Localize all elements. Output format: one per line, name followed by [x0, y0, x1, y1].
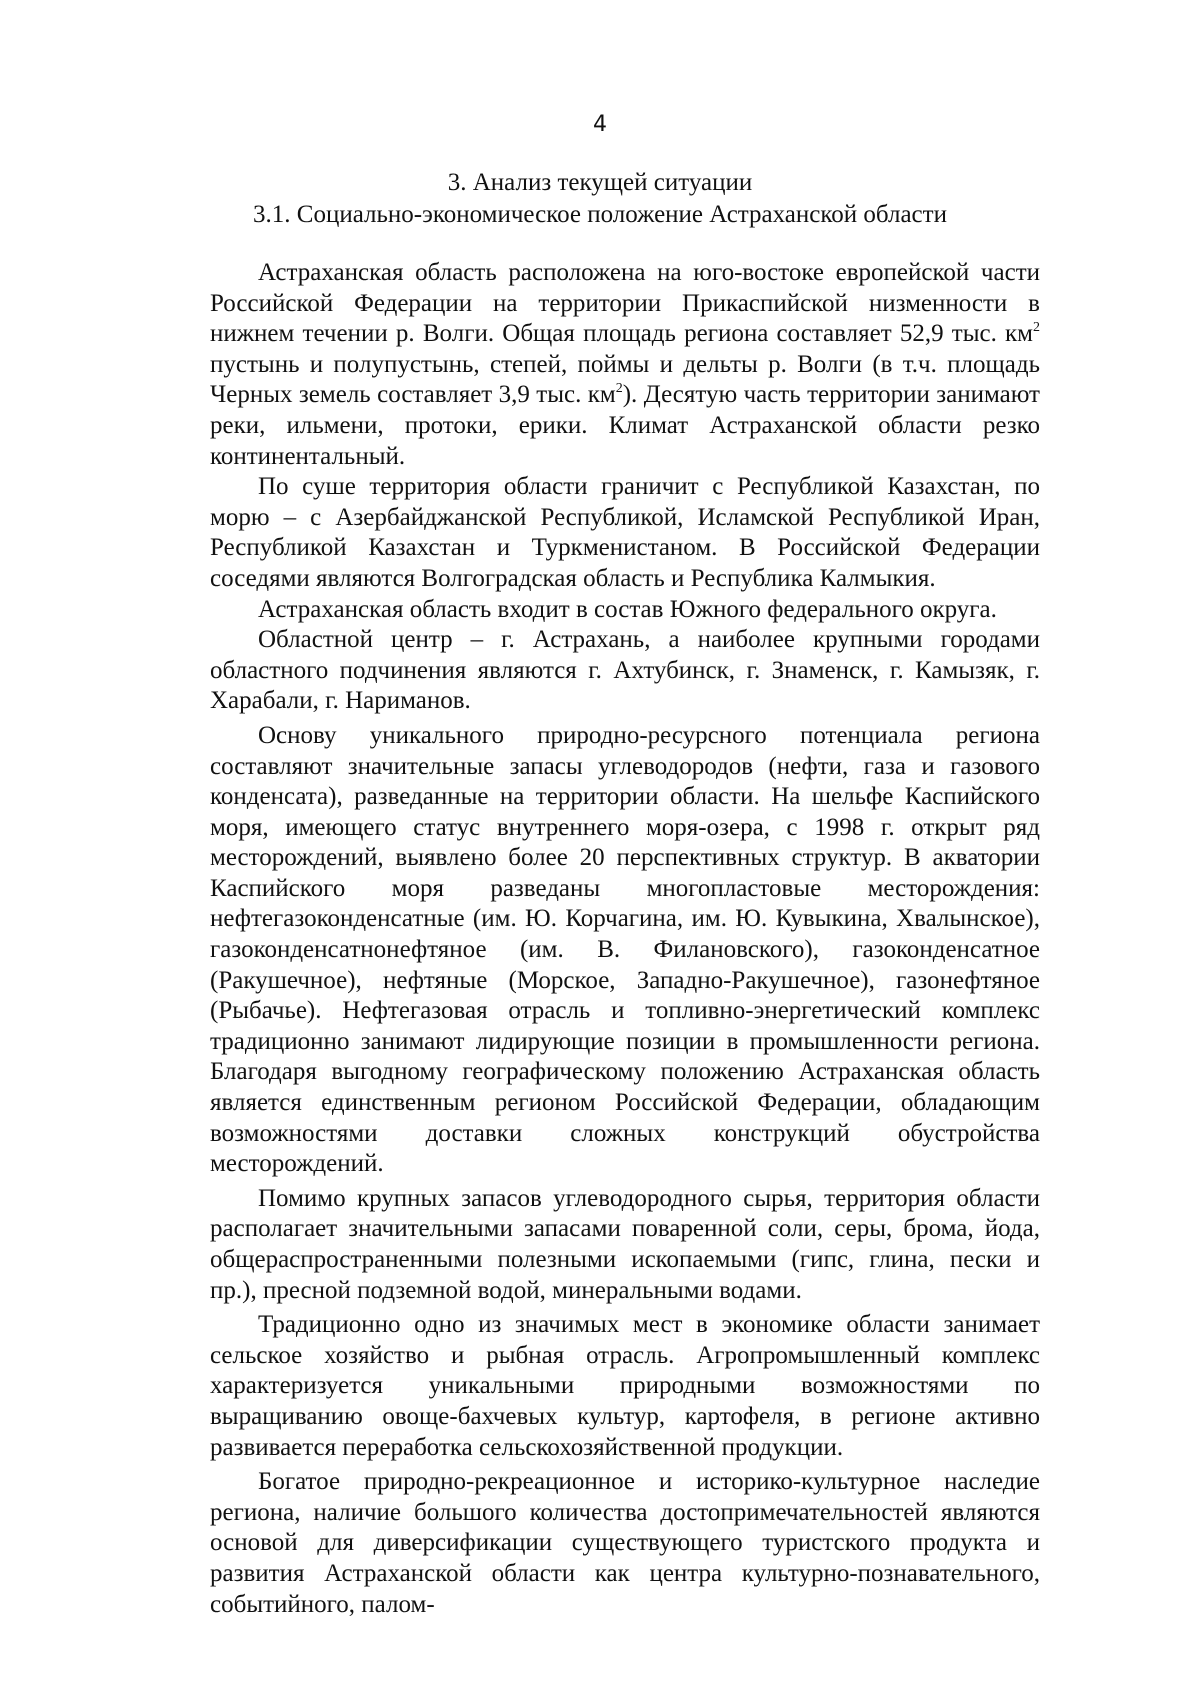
paragraph-federal-district: Астраханская область входит в состав Южного федерального округа.: [258, 595, 997, 623]
paragraph-cities: Областной центр – г. Астрахань, а наиболее крупными городами областного подчинения являются г. Ахтубинск, г. Знаменск, г. Камызяк, г. Харабали, г. Нариманов.: [210, 626, 1040, 715]
paragraph-tourism: Богатое природно-рекреационное и историко-культурное наследие региона, наличие большого количества достопримечательностей являются основой для диверсификации существующего туристского продукта и развития Астраханской области как центра культурно-познавательного, событийного, палом-: [210, 1468, 1040, 1618]
paragraph-minerals: Помимо крупных запасов углеводородного сырья, территория области располагает значительными запасами поваренной соли, серы, брома, йода, общераспространенными полезными ископаемыми (гипс, глина, пески и пр.), пресной подземной водой, минеральными водами.: [210, 1184, 1040, 1304]
body-text: [210, 258, 1040, 1620]
subsection-heading: 3.1. Социально-экономическое положение Астраханской области: [253, 201, 947, 228]
paragraph-agriculture: Традиционно одно из значимых мест в экономике области занимает сельское хозяйство и рыбная отрасль. Агропромышленный комплекс характеризуется уникальными природными возможностями по выращиванию овоще-бахчевых культур, картофеля, в регионе активно развивается переработка сельскохозяйственной продукции.: [210, 1311, 1040, 1461]
page-number: 4: [593, 112, 607, 137]
paragraph-location: [210, 258, 1040, 472]
superscript-squared: 2: [615, 381, 623, 397]
paragraph-location-part-c: ). Десятую часть территории занимают реки, ильмени, протоки, ерики. Климат Астраханской области резко континентальный.: [210, 381, 1040, 470]
paragraph-resources: Основу уникального природно-ресурсного потенциала региона составляют значительные запасы углеводородов (нефти, газа и газового конденсата), разведанные на территории области. На шельфе Каспийского моря, имеющего статус внутреннего моря-озера, с 1998 г. открыт ряд месторождений, выявлено более 20 перспективных структур. В акватории Каспийского моря разведаны многопластовые месторождения: нефтегазоконденсатные (им. Ю. Корчагина, им. Ю. Кувыкина, Хвалынское), газоконденсатнонефтяное (им. В. Филановского), газоконденсатное (Ракушечное), нефтяные (Морское, Западно-Ракушечное), газонефтяное (Рыбачье). Нефтегазовая отрасль и топливно-энергетический комплекс традиционно занимают лидирующие позиции в промышленности региона. Благодаря выгодному географическому положению Астраханская область является единственным регионом Российской Федерации, обладающим возможностями доставки сложных конструкций обустройства месторождений.: [210, 721, 1040, 1178]
paragraph-location-part-a: Астраханская область расположена на юго-востоке европейской части Российской Федерации на территории Прикаспийской низменности в нижнем течении р. Волги. Общая площадь региона составляет 52,9 тыс. км: [210, 259, 1040, 348]
paragraph-location-part-b: пустынь и полупустынь, степей, поймы и дельты р. Волги (в т.ч. площадь Черных земель составляет 3,9 тыс. км: [210, 350, 1040, 409]
paragraph-borders: По суше территория области граничит с Республикой Казахстан, по морю – с Азербайджанской Республикой, Исламской Республикой Иран, Республикой Казахстан и Туркменистаном. В Российской Федерации соседями являются Волгоградская область и Республика Калмыкия.: [210, 473, 1040, 592]
section-heading: 3. Анализ текущей ситуации: [447, 169, 753, 196]
superscript-squared: 2: [1033, 320, 1040, 336]
